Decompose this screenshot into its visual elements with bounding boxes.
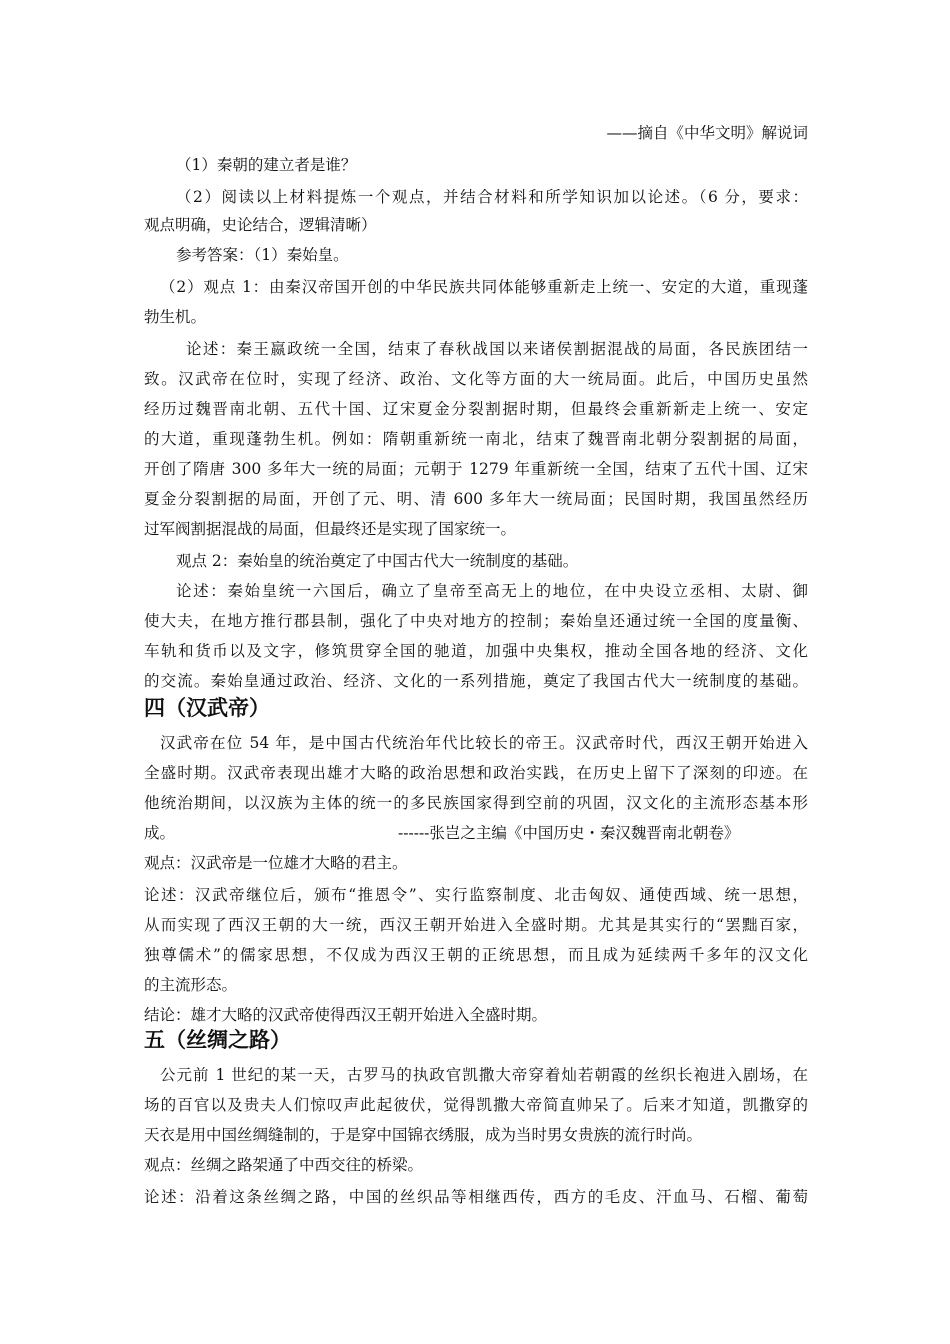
viewpoint-1-line-1: （2）观点 1：由秦汉帝国开创的中华民族共同体能够重新走上统一、安定的大道，重现蓬 [160,278,808,296]
section-heading-silk-road: 五（丝绸之路） [144,1028,291,1052]
silk-road-para-line-1: 公元前 1 世纪的某一天，古罗马的执政官凯撒大帝穿着灿若朝霞的丝织长袍进入剧场，在 [160,1066,808,1084]
han-wudi-argument-line-4: 的主流形态。 [144,976,238,994]
question-2-line-1: （2）阅读以上材料提炼一个观点，并结合材料和所学知识加以论述。（6 分，要求： [176,188,808,206]
answer-intro: 参考答案：（1）秦始皇。 [176,246,349,264]
han-wudi-para-line-1: 汉武帝在位 54 年，是中国古代统治年代比较长的帝王。汉武帝时代，西汉王朝开始进入 [160,734,808,752]
han-wudi-argument-line-3: 独尊儒术”的儒家思想，不仅成为西汉王朝的正统思想，而且成为延续两千多年的汉文化 [144,946,808,964]
han-wudi-argument-line-2: 从而实现了西汉王朝的大一统，西汉王朝开始进入全盛时期。尤其是其实行的“罢黜百家， [144,916,808,934]
section-heading-han-wudi: 四（汉武帝） [144,696,270,720]
han-wudi-argument-line-1: 论述：汉武帝继位后，颁布“推恩令”、实行监察制度、北击匈奴、通使西域、统一思想， [144,886,808,904]
han-wudi-conclusion: 结论：雄才大略的汉武帝使得西汉王朝开始进入全盛时期。 [144,1006,548,1024]
argument-1-line-2: 致。汉武帝在位时，实现了经济、政治、文化等方面的大一统局面。此后，中国历史虽然 [144,370,808,388]
source-citation: ——摘自《中华文明》解说词 [606,124,808,142]
han-wudi-para-line-4: 成。 [144,824,176,842]
question-2-line-2: 观点明确，史论结合，逻辑清晰） [144,216,377,234]
argument-2-line-1: 论述：秦始皇统一六国后，确立了皇帝至高无上的地位，在中央设立丞相、太尉、御 [176,582,808,600]
han-wudi-source: ------张岂之主编《中国历史・秦汉魏晋南北朝卷》 [398,824,740,842]
argument-2-line-3: 车轨和货币以及文字，修筑贯穿全国的驰道，加强中央集权，推动全国各地的经济、文化 [144,642,808,660]
argument-2-line-2: 使大夫，在地方推行郡县制，强化了中央对地方的控制；秦始皇还通过统一全国的度量衡、 [144,612,808,630]
question-1: （1）秦朝的建立者是谁？ [176,156,357,174]
silk-road-para-line-2: 场的百官以及贵夫人们惊叹声此起彼伏，觉得凯撒大帝简直帅呆了。后来才知道，凯撒穿的 [144,1096,808,1114]
silk-road-argument-line-1: 论述：沿着这条丝绸之路，中国的丝织品等相继西传，西方的毛皮、汗血马、石榴、葡萄 [144,1188,808,1206]
argument-1-line-5: 开创了隋唐 300 多年大一统的局面；元朝于 1279 年重新统一全国，结束了五代十国、辽宋 [144,460,808,478]
han-wudi-para-line-3: 他统治期间，以汉族为主体的统一的多民族国家得到空前的巩固，汉文化的主流形态基本形 [144,794,808,812]
han-wudi-para-line-2: 全盛时期。汉武帝表现出雄才大略的政治思想和政治实践，在历史上留下了深刻的印迹。在 [144,764,808,782]
argument-1-line-4: 的大道，重现蓬勃生机。例如：隋朝重新统一南北，结束了魏晋南北朝分裂割据的局面， [144,430,808,448]
argument-1-line-3: 经历过魏晋南北朝、五代十国、辽宋夏金分裂割据时期，但最终会重新新走上统一、安定 [144,400,808,418]
han-wudi-viewpoint: 观点：汉武帝是一位雄才大略的君主。 [144,854,408,872]
argument-2-line-4: 的交流。秦始皇通过政治、经济、文化的一系列措施，奠定了我国古代大一统制度的基础。 [144,672,808,690]
argument-1-line-7: 过军阀割据混战的局面，但最终还是实现了国家统一。 [144,520,517,538]
viewpoint-1-line-2: 勃生机。 [144,308,207,326]
silk-road-para-line-3: 天衣是用中国丝绸缝制的，于是穿中国锦衣绣服，成为当时男女贵族的流行时尚。 [144,1126,703,1144]
viewpoint-2: 观点 2：秦始皇的统治奠定了中国古代大一统制度的基础。 [176,552,579,570]
argument-1-line-1: 论述：秦王嬴政统一全国，结束了春秋战国以来诸侯割据混战的局面，各民族团结一 [186,340,808,358]
argument-1-line-6: 夏金分裂割据的局面，开创了元、明、清 600 多年大一统局面；民国时期，我国虽然经历 [144,490,808,508]
silk-road-viewpoint: 观点：丝绸之路架通了中西交往的桥梁。 [144,1156,424,1174]
